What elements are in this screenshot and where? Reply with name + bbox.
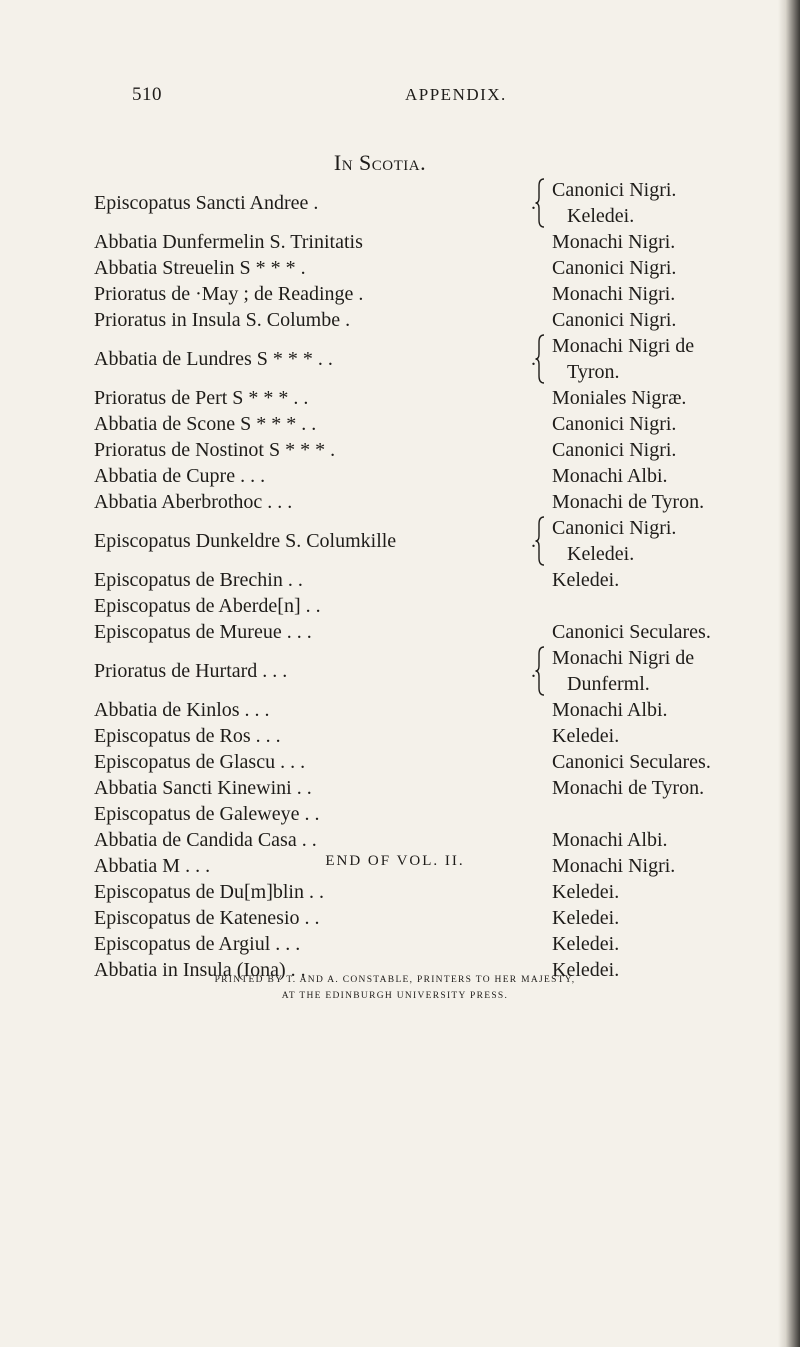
entry-category: Tyron. (567, 361, 620, 383)
entry-category: Canonici Nigri. (552, 257, 677, 279)
entry-row (94, 255, 764, 281)
entry-name: Episcopatus de Glascu . . . (94, 751, 306, 773)
entry-row (94, 879, 764, 905)
entry-category: Canonici Nigri. (552, 179, 677, 201)
entry-name: Episcopatus de Argiul . . . (94, 933, 301, 955)
entry-name: Prioratus in Insula S. Columbe . (94, 309, 351, 331)
entry-name: Episcopatus de Brechin . . (94, 569, 303, 591)
entry-row (94, 775, 764, 801)
leader-dot: . (531, 660, 536, 682)
entry-category: Monachi Albi. (552, 465, 668, 487)
entry-row (94, 229, 764, 255)
entry-name: Prioratus de ·May ; de Readinge . (94, 283, 364, 305)
entry-row (94, 593, 764, 619)
entry-name: Prioratus de Hurtard . . . (94, 660, 288, 682)
entry-row (94, 411, 764, 437)
entry-name: Abbatia M . . . (94, 855, 211, 877)
entry-row (94, 463, 764, 489)
entry-row (94, 307, 764, 333)
entry-row (94, 645, 764, 697)
end-note: END OF VOL. II. (325, 853, 465, 869)
entry-name: Episcopatus de Du[m]blin . . (94, 881, 324, 903)
entry-name: Abbatia Aberbrothoc . . . (94, 491, 293, 513)
entry-category: Canonici Nigri. (552, 517, 677, 539)
entry-name: Episcopatus de Ros . . . (94, 725, 281, 747)
entry-category: Canonici Nigri. (552, 309, 677, 331)
leader-dot: . (531, 348, 536, 370)
entry-name: Episcopatus de Mureue . . . (94, 621, 312, 643)
entry-category: Monachi Albi. (552, 699, 668, 721)
entry-name: Abbatia de Lundres S * * * . . (94, 348, 333, 370)
entry-category: Keledei. (552, 933, 620, 955)
entry-row (94, 281, 764, 307)
running-head: APPENDIX. (405, 85, 507, 104)
entry-row (94, 437, 764, 463)
entry-row (94, 489, 764, 515)
entry-name: Episcopatus Sancti Andree . (94, 192, 319, 214)
section-title: In Scotia. (333, 150, 427, 175)
entry-name: Abbatia de Scone S * * * . . (94, 413, 317, 435)
entry-category: Monachi Nigri. (552, 231, 676, 253)
page-edge-shadow (778, 0, 800, 1347)
imprint-line: PRINTED BY T. AND A. CONSTABLE, PRINTERS TO HER MAJESTY, (214, 975, 576, 985)
entry-row (94, 905, 764, 931)
entry-category: Keledei. (552, 959, 620, 981)
entry-name: Abbatia de Cupre . . . (94, 465, 266, 487)
entry-row (94, 333, 764, 385)
entry-category: Monachi Nigri de (552, 647, 695, 669)
entry-row (94, 827, 764, 853)
entry-row (94, 619, 764, 645)
entry-category: Monachi de Tyron. (552, 491, 705, 513)
entry-row (94, 723, 764, 749)
entry-category: Moniales Nigræ. (552, 387, 687, 409)
entry-category: Keledei. (552, 881, 620, 903)
entry-category: Keledei. (552, 907, 620, 929)
entry-name: Abbatia de Candida Casa . . (94, 829, 317, 851)
entry-category: Canonici Seculares. (552, 621, 711, 643)
entry-category: Keledei. (552, 725, 620, 747)
entry-category: Monachi de Tyron. (552, 777, 705, 799)
brace (535, 516, 545, 566)
entry-row (94, 697, 764, 723)
imprint-line: AT THE EDINBURGH UNIVERSITY PRESS. (281, 991, 509, 1001)
entry-row (94, 931, 764, 957)
entry-category: Dunferml. (567, 673, 650, 695)
entry-category: Keledei. (567, 543, 635, 565)
entry-name: Prioratus de Pert S * * * . . (94, 387, 309, 409)
leader-dot: . (531, 530, 536, 552)
brace (535, 646, 545, 696)
entry-name: Abbatia Sancti Kinewini . . (94, 777, 312, 799)
entry-name: Episcopatus Dunkeldre S. Columkille (94, 530, 397, 552)
entry-category: Canonici Nigri. (552, 439, 677, 461)
entry-name: Abbatia in Insula (Iona) . . (94, 959, 306, 981)
page-header (0, 84, 790, 114)
entry-category: Canonici Nigri. (552, 413, 677, 435)
entry-name: Episcopatus de Galeweye . . (94, 803, 320, 825)
page-number: 510 (132, 84, 162, 105)
entry-name: Episcopatus de Katenesio . . (94, 907, 320, 929)
entry-row (94, 801, 764, 827)
brace (535, 334, 545, 384)
entry-name: Abbatia Streuelin S * * * . (94, 257, 306, 279)
entry-name: Abbatia Dunfermelin S. Trinitatis (94, 231, 363, 253)
entry-name: Prioratus de Nostinot S * * * . (94, 439, 336, 461)
leader-dot: . (531, 192, 536, 214)
entry-row (94, 749, 764, 775)
entry-category: Keledei. (552, 569, 620, 591)
entry-category: Canonici Seculares. (552, 751, 711, 773)
entry-row (94, 515, 764, 567)
entry-row (94, 177, 764, 229)
entry-row (94, 385, 764, 411)
entry-row (94, 567, 764, 593)
entry-name: Abbatia de Kinlos . . . (94, 699, 270, 721)
entry-category: Keledei. (567, 205, 635, 227)
entry-category: Monachi Albi. (552, 829, 668, 851)
entry-category: Monachi Nigri. (552, 283, 676, 305)
brace (535, 178, 545, 228)
entry-category: Monachi Nigri de (552, 335, 695, 357)
entry-name: Episcopatus de Aberde[n] . . (94, 595, 321, 617)
entry-category: Monachi Nigri. (552, 855, 676, 877)
